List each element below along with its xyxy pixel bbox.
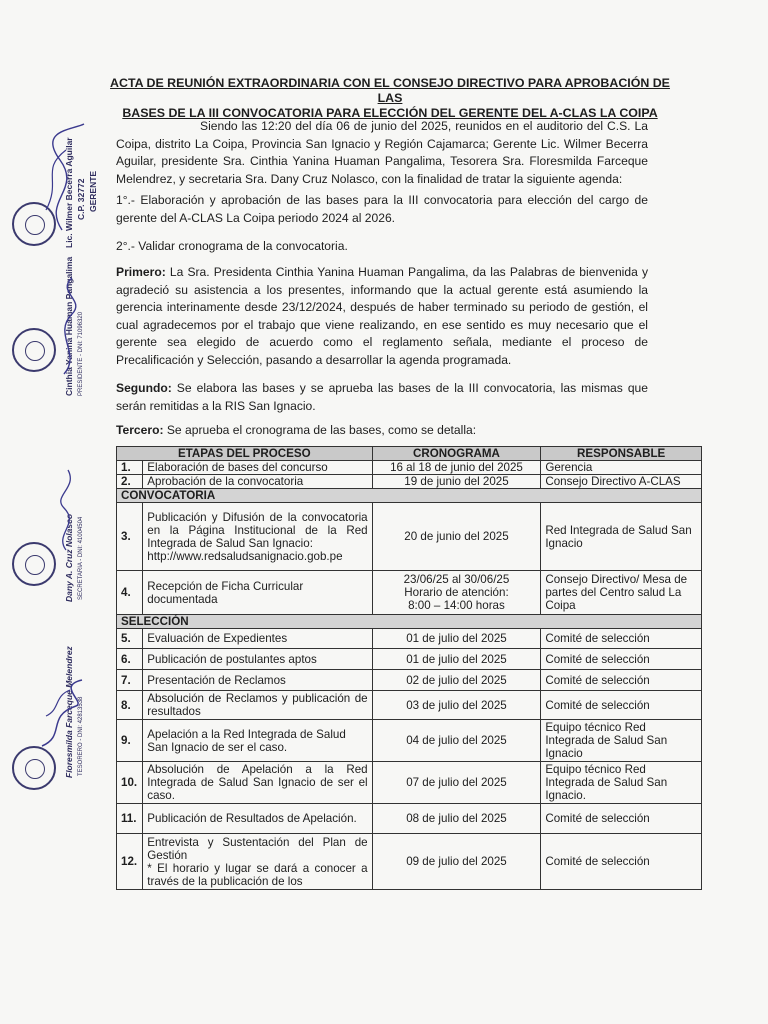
segundo-paragraph <box>116 380 648 415</box>
table-row <box>117 762 702 804</box>
row-number: 3. <box>117 503 143 571</box>
row-process-url: http://www.redsaludsanignacio.gob.pe <box>147 549 343 563</box>
row-process: Apelación a la Red Integrada de Salud San Ignacio de ser el caso. <box>143 720 372 762</box>
document-title <box>100 76 680 121</box>
stamp-tesorero <box>12 636 108 786</box>
section-row-seleccion <box>117 615 702 629</box>
row-process: Recepción de Ficha Curricular documentada <box>143 571 372 615</box>
schedule-dates: 23/06/25 al 30/06/25 <box>403 573 510 586</box>
row-responsible: Equipo técnico Red Integrada de Salud San Ignacio <box>541 720 702 762</box>
table-row <box>117 670 702 691</box>
section-row-convocatoria <box>117 489 702 503</box>
row-process-note: * El horario y lugar se dará a conocer a través de la publicación de los <box>147 861 368 888</box>
row-responsible: Comité de selección <box>541 649 702 670</box>
table-row <box>117 720 702 762</box>
row-process <box>143 503 372 571</box>
table-row <box>117 804 702 834</box>
stamp-id: TESORERO - DNI: 42813538 <box>78 696 84 776</box>
section-label: CONVOCATORIA <box>117 489 702 503</box>
row-number: 6. <box>117 649 143 670</box>
row-process: Evaluación de Expedientes <box>143 629 372 649</box>
signature-icon <box>36 676 88 756</box>
stamp-role: GERENTE <box>88 170 98 212</box>
row-responsible: Comité de selección <box>541 629 702 649</box>
row-schedule: 04 de julio del 2025 <box>372 720 541 762</box>
stamp-name: Lic. Wilmer Becerra Aguilar <box>64 137 74 248</box>
primero-paragraph <box>116 264 648 370</box>
section-label: SELECCIÓN <box>117 615 702 629</box>
table-row <box>117 475 702 489</box>
row-schedule: 08 de julio del 2025 <box>372 804 541 834</box>
segundo-label: Segundo: <box>116 381 172 395</box>
stamp-name: Floresmilda Farceque Melendrez <box>64 646 74 778</box>
row-number: 5. <box>117 629 143 649</box>
row-schedule: 20 de junio del 2025 <box>372 503 541 571</box>
table-row <box>117 649 702 670</box>
row-schedule: 02 de julio del 2025 <box>372 670 541 691</box>
row-number: 10. <box>117 762 143 804</box>
tercero-text: Se aprueba el cronograma de las bases, como se detalla: <box>163 423 477 437</box>
table-row <box>117 461 702 475</box>
header-etapas: ETAPAS DEL PROCESO <box>117 447 373 461</box>
agenda-item-2: 2°.- Validar cronograma de la convocatoria. <box>116 239 348 253</box>
stamp-id: PRESIDENTE - DNI: 71096320 <box>78 311 84 396</box>
row-schedule: 16 al 18 de junio del 2025 <box>372 461 541 475</box>
segundo-text: Se elabora las bases y se aprueba las bases de la III convocatoria, las mismas que serán remitidas a la RIS San Ignacio. <box>116 381 648 413</box>
table-row <box>117 571 702 615</box>
primero-text: La Sra. Presidenta Cinthia Yanina Huaman Pangalima, da las Palabras de bienvenida y agradeció su asistencia a los presentes, informando que la actual gerente está asumiendo la gerencia interinamente desde 23/12/2024, después de haber terminado su periodo de gestión, el cual agradecemos por el trabajo que viene realizando, en ese sentido es muy necesario que el gerente sea elegido de acuerdo como el reglamento señala, mediante el proceso de Precalificación y Selección, pasando a desarrollar la agenda programada. <box>116 265 648 367</box>
schedule-hours-label: Horario de atención: <box>404 586 509 599</box>
row-number: 4. <box>117 571 143 615</box>
row-schedule: 03 de julio del 2025 <box>372 691 541 720</box>
row-schedule: 01 de julio del 2025 <box>372 629 541 649</box>
row-process: Publicación de Resultados de Apelación. <box>143 804 372 834</box>
row-process: Publicación de postulantes aptos <box>143 649 372 670</box>
row-process: Elaboración de bases del concurso <box>143 461 372 475</box>
row-responsible: Comité de selección <box>541 691 702 720</box>
row-process <box>143 834 372 890</box>
row-responsible: Comité de selección <box>541 670 702 691</box>
row-schedule: 01 de julio del 2025 <box>372 649 541 670</box>
table-row <box>117 834 702 890</box>
row-number: 8. <box>117 691 143 720</box>
stamp-name: Dany A. Cruz Nolasco <box>64 513 74 602</box>
stamp-name: Cinthia Yanina Huaman Pangalima <box>64 256 74 396</box>
row-number: 1. <box>117 461 143 475</box>
stamp-id: SECRETARIA - DNI: 41004504 <box>78 516 84 600</box>
row-schedule: 09 de julio del 2025 <box>372 834 541 890</box>
row-schedule: 19 de junio del 2025 <box>372 475 541 489</box>
table-header-row <box>117 447 702 461</box>
title-line-1: ACTA DE REUNIÓN EXTRAORDINARIA CON EL CONSEJO DIRECTIVO PARA APROBACIÓN DE LAS <box>110 76 670 105</box>
primero-label: Primero: <box>116 265 166 279</box>
row-process-text: Entrevista y Sustentación del Plan de Gestión <box>147 835 368 862</box>
row-process: Absolución de Reclamos y publicación de resultados <box>143 691 372 720</box>
stamp-id: C.P. 32772 <box>76 178 86 220</box>
stamp-presidente <box>12 256 108 402</box>
schedule-table <box>116 446 702 890</box>
tercero-paragraph <box>116 422 648 440</box>
row-number: 9. <box>117 720 143 762</box>
row-responsible: Consejo Directivo A-CLAS <box>541 475 702 489</box>
row-responsible: Gerencia <box>541 461 702 475</box>
header-cronograma: CRONOGRAMA <box>372 447 541 461</box>
schedule-hours: 8:00 – 14:00 horas <box>408 599 505 612</box>
row-schedule <box>372 571 541 615</box>
row-responsible: Comité de selección <box>541 834 702 890</box>
header-responsable: RESPONSABLE <box>541 447 702 461</box>
stamp-gerente <box>12 120 108 250</box>
row-schedule: 07 de julio del 2025 <box>372 762 541 804</box>
row-responsible: Consejo Directivo/ Mesa de partes del Centro salud La Coipa <box>541 571 702 615</box>
table-row <box>117 503 702 571</box>
table-row <box>117 629 702 649</box>
row-number: 7. <box>117 670 143 691</box>
row-number: 11. <box>117 804 143 834</box>
row-process: Absolución de Apelación a la Red Integrada de Salud San Ignacio de ser el caso. <box>143 762 372 804</box>
stamp-secretaria <box>12 460 108 610</box>
row-number: 2. <box>117 475 143 489</box>
row-responsible: Comité de selección <box>541 804 702 834</box>
signature-icon <box>46 464 90 554</box>
signature-icon <box>42 274 92 384</box>
row-process: Aprobación de la convocatoria <box>143 475 372 489</box>
row-responsible: Equipo técnico Red Integrada de Salud San Ignacio. <box>541 762 702 804</box>
title-line-2: BASES DE LA III CONVOCATORIA PARA ELECCIÓN DEL GERENTE DEL A-CLAS LA COIPA <box>122 106 658 120</box>
signature-icon <box>32 120 92 240</box>
agenda-item-1: 1°.- Elaboración y aprobación de las bases para la III convocatoria para elección del cargo de gerente del A-CLAS La Coipa periodo 2024 al 2026. <box>116 193 648 225</box>
row-process: Presentación de Reclamos <box>143 670 372 691</box>
row-process-text: Publicación y Difusión de la convocatoria en la Página Institucional de la Red Integrada de Salud San Ignacio: <box>147 510 368 550</box>
intro-paragraph: Siendo las 12:20 del día 06 de junio del 2025, reunidos en el auditorio del C.S. La Coipa, distrito La Coipa, Provincia San Ignacio y Región Cajamarca; Gerente Lic. Wilmer Becerra Aguilar, presidente Sra. Cinthia Yanina Huaman Pangalima, Tesorera Sra. Floresmilda Farceque Melendrez, y secretaria Sra. Dany Cruz Nolasco, con la finalidad de tratar la siguiente agenda: <box>116 119 648 186</box>
row-number: 12. <box>117 834 143 890</box>
table-row <box>117 691 702 720</box>
tercero-label: Tercero: <box>116 423 164 437</box>
row-responsible: Red Integrada de Salud San Ignacio <box>541 503 702 571</box>
